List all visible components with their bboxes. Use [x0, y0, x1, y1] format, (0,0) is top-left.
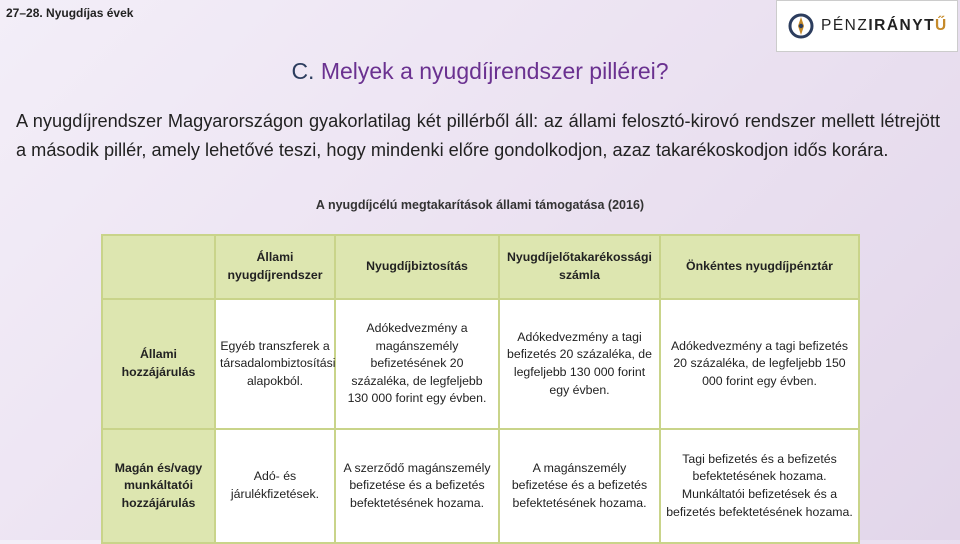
- table-title: A nyugdíjcélú megtakarítások állami támogatása (2016): [315, 198, 645, 212]
- table-row: [102, 429, 859, 543]
- title-prefix: C.: [291, 58, 315, 84]
- table-cell: Egyéb transzferek a társadalombiztosítási alapokból.: [215, 299, 335, 429]
- intro-paragraph: A nyugdíjrendszer Magyarországon gyakorlatilag két pillérből áll: az állami felosztó-kirovó rendszer mellett létrejött a második pillér, amely lehetővé teszi, hogy mindenki előre gondolkodjon, azaz takarékoskodjon idős korára.: [16, 111, 940, 160]
- header-voluntary-pension-fund: Önkéntes nyugdíjpénztár: [660, 235, 859, 299]
- logo-wordmark: PÉNZIRÁNYTŰ: [821, 17, 948, 34]
- row-label-state-contribution: Állami hozzájárulás: [102, 299, 215, 429]
- table-cell: Adókedvezmény a tagi befizetés 20 százaléka, de legfeljebb 150 000 forint egy évben.: [660, 299, 859, 429]
- header-corner: [102, 235, 215, 299]
- header-pension-insurance: Nyugdíjbiztosítás: [335, 235, 499, 299]
- table-cell: A szerződő magánszemély befizetése és a befizetés befektetésének hozama.: [335, 429, 499, 543]
- header-state-pension: Állami nyugdíjrendszer: [215, 235, 335, 299]
- row-label-private-contribution: Magán és/vagy munkáltatói hozzájárulás: [102, 429, 215, 543]
- table-header-row: [102, 235, 859, 299]
- table-cell: Adó- és járulékfizetések.: [215, 429, 335, 543]
- chapter-label: 27–28. Nyugdíjas évek: [6, 6, 134, 20]
- penziranytu-logo: [776, 0, 958, 52]
- table-cell: Tagi befizetés és a befizetés befektetésének hozama. Munkáltatói befizetések és a befizetés befektetésének hozama.: [660, 429, 859, 543]
- table-cell: Adókedvezmény a magánszemély befizetésének 20 százaléka, de legfeljebb 130 000 forint egy évben.: [335, 299, 499, 429]
- header-pension-savings-account: Nyugdíjelőtakarékossági számla: [499, 235, 660, 299]
- compass-icon: [787, 12, 815, 40]
- table-row: [102, 299, 859, 429]
- slide-title: [0, 58, 960, 85]
- table-cell: Adókedvezmény a tagi befizetés 20 százaléka, de legfeljebb 130 000 forint egy évben.: [499, 299, 660, 429]
- title-text: Melyek a nyugdíjrendszer pillérei?: [320, 58, 669, 84]
- pension-support-table: [101, 234, 860, 544]
- table-cell: A magánszemély befizetése és a befizetés befektetésének hozama.: [499, 429, 660, 543]
